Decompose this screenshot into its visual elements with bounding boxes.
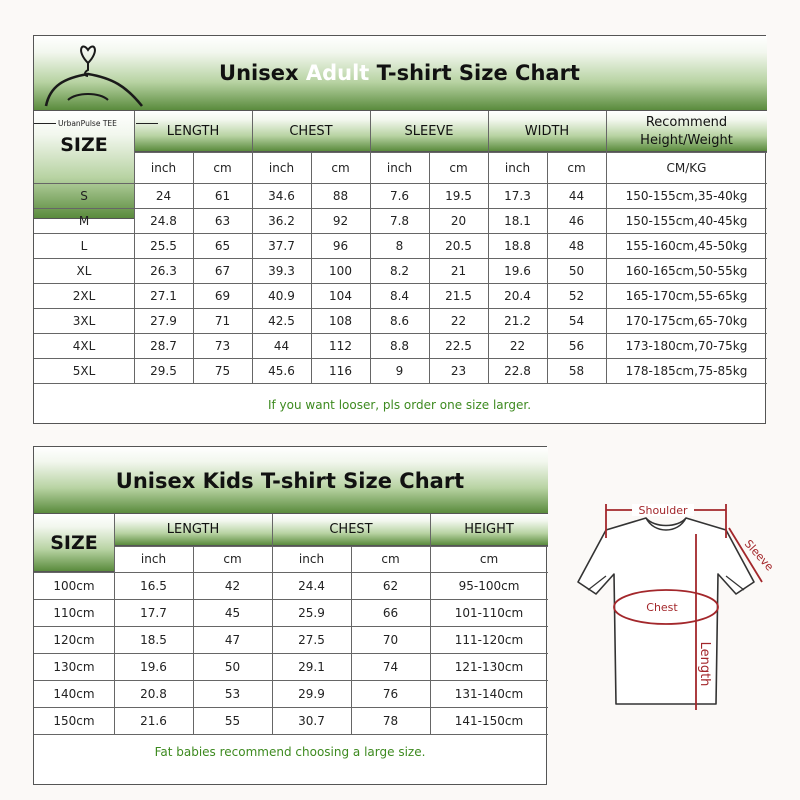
sleeve-label: Sleeve: [741, 537, 777, 574]
kids-size-label: 120cm: [53, 632, 95, 647]
adult-cell: 27.1: [150, 288, 177, 303]
adult-cell: 8: [395, 238, 404, 253]
adult-cell: 45.6: [268, 363, 295, 378]
adult-cell: 39.3: [268, 263, 295, 278]
adult-col-chest: CHEST: [289, 123, 333, 139]
shoulder-label: Shoulder: [638, 504, 688, 517]
kids-cell: 29.9: [298, 686, 325, 701]
adult-cell: 40.9: [268, 288, 295, 303]
kids-col-divider: [272, 514, 273, 734]
adult-cell: 20.5: [445, 238, 472, 253]
adult-cell: 24: [155, 188, 172, 203]
adult-cell: 44: [568, 188, 585, 203]
adult-cell: 8.4: [389, 288, 410, 303]
kids-cell: 16.5: [140, 578, 167, 593]
adult-cell: 52: [568, 288, 585, 303]
adult-size-label: 3XL: [72, 313, 96, 328]
adult-cell: 96: [332, 238, 349, 253]
kids-cell: 25.9: [298, 605, 325, 620]
adult-cell: 18.8: [504, 238, 531, 253]
adult-cell: 42.5: [268, 313, 295, 328]
adult-size-header: SIZE: [60, 134, 108, 157]
adult-cell: 22: [450, 313, 467, 328]
adult-subcol-divider: [429, 152, 430, 383]
kids-row-rule: [34, 572, 548, 573]
brand-name: UrbanPulse TEE: [58, 119, 117, 128]
kids-row-rule: [34, 599, 548, 600]
kids-cell: 19.6: [140, 659, 167, 674]
kids-size-label: 130cm: [53, 659, 95, 674]
kids-col-length: LENGTH: [166, 522, 220, 538]
adult-footer-note: If you want looser, pls order one size larger.: [267, 398, 532, 412]
adult-cell: 29.5: [150, 363, 177, 378]
adult-cell: 23: [450, 363, 467, 378]
adult-cell: 19.6: [504, 263, 531, 278]
kids-cell: 111-120cm: [454, 632, 524, 647]
adult-cell: 58: [568, 363, 585, 378]
adult-cell: 150-155cm,40-45kg: [625, 213, 748, 228]
adult-cell: 21.2: [504, 313, 531, 328]
kids-cell: 18.5: [140, 632, 167, 647]
adult-cell: 112: [329, 338, 352, 353]
adult-cell: 73: [214, 338, 231, 353]
kids-col-divider: [114, 514, 115, 734]
kids-cell: 131-140cm: [454, 686, 524, 701]
adult-size-label: 4XL: [72, 338, 96, 353]
adult-cell: 165-170cm,55-65kg: [625, 288, 748, 303]
adult-unit-7: cm: [567, 160, 586, 175]
length-label: Length: [697, 641, 712, 687]
adult-size-label: XL: [76, 263, 92, 278]
adult-cell: 67: [214, 263, 231, 278]
adult-row-rule: [34, 208, 767, 209]
adult-row-rule: [34, 283, 767, 284]
kids-cell: 78: [382, 713, 399, 728]
adult-cell: 22: [509, 338, 526, 353]
kids-size-label: 100cm: [53, 578, 95, 593]
adult-cell: 27.9: [150, 313, 177, 328]
kids-chart-title: Unisex Kids T-shirt Size Chart: [115, 469, 465, 493]
adult-cell: 21: [450, 263, 467, 278]
tshirt-measurement-diagram: [566, 504, 777, 718]
kids-unit-4: cm: [479, 552, 499, 566]
adult-unit-recommend: CM/KG: [666, 160, 707, 175]
adult-cell: 160-165cm,50-55kg: [625, 263, 748, 278]
adult-size-label: M: [78, 213, 90, 228]
kids-cell: 141-150cm: [454, 713, 524, 728]
adult-cell: 44: [273, 338, 290, 353]
adult-cell: 22.8: [504, 363, 531, 378]
adult-subcol-divider: [193, 152, 194, 383]
adult-cell: 28.7: [150, 338, 177, 353]
adult-cell: 92: [332, 213, 349, 228]
adult-size-label: 2XL: [72, 288, 96, 303]
adult-row-rule: [34, 233, 767, 234]
kids-cell: 45: [224, 605, 241, 620]
kids-cell: 62: [382, 578, 399, 593]
adult-cell: 18.1: [504, 213, 531, 228]
kids-cell: 21.6: [140, 713, 167, 728]
adult-unit-3: cm: [331, 160, 350, 175]
adult-cell: 48: [568, 238, 585, 253]
kids-cell: 24.4: [298, 578, 325, 593]
kids-unit-3: cm: [381, 552, 400, 566]
adult-col-recommend: Recommend Height/Weight: [640, 114, 733, 148]
adult-header-rule: [134, 152, 767, 153]
adult-chart-title: Unisex Adult T-shirt Size Chart: [219, 61, 580, 85]
adult-cell: 9: [395, 363, 404, 378]
adult-row-rule: [34, 258, 767, 259]
adult-size-label: 5XL: [72, 363, 96, 378]
adult-cell: 8.8: [389, 338, 410, 353]
adult-unit-5: cm: [449, 160, 468, 175]
kids-unit-0: inch: [140, 552, 167, 566]
adult-cell: 173-180cm,70-75kg: [625, 338, 748, 353]
kids-size-label: 140cm: [53, 686, 95, 701]
kids-cell: 101-110cm: [454, 605, 524, 620]
adult-cell: 69: [214, 288, 231, 303]
adult-cell: 100: [329, 263, 352, 278]
kids-cell: 121-130cm: [454, 659, 524, 674]
kids-footer-note: Fat babies recommend choosing a large size.: [154, 745, 426, 759]
kids-row-rule: [34, 653, 548, 654]
kids-size-label: 110cm: [53, 605, 95, 620]
kids-cell: 70: [382, 632, 399, 647]
adult-cell: 22.5: [445, 338, 472, 353]
logo-rule-left: [34, 123, 56, 124]
kids-cell: 95-100cm: [458, 578, 520, 593]
kids-row-rule: [34, 707, 548, 708]
adult-cell: 20.4: [504, 288, 531, 303]
adult-cell: 88: [332, 188, 349, 203]
adult-unit-0: inch: [150, 160, 177, 175]
adult-col-length: LENGTH: [166, 123, 220, 139]
kids-cell: 74: [382, 659, 399, 674]
kids-cell: 17.7: [140, 605, 167, 620]
kids-cell: 29.1: [298, 659, 325, 674]
kids-row-rule: [34, 626, 548, 627]
kids-header-rule: [114, 546, 548, 547]
adult-cell: 21.5: [445, 288, 472, 303]
kids-subcol-divider: [193, 546, 194, 734]
adult-cell: 63: [214, 213, 231, 228]
kids-unit-2: inch: [298, 552, 325, 566]
adult-row-rule: [34, 183, 767, 184]
chest-label: Chest: [646, 601, 678, 614]
kids-cell: 30.7: [298, 713, 325, 728]
kids-cell: 66: [382, 605, 399, 620]
adult-cell: 104: [329, 288, 352, 303]
kids-subcol-divider: [351, 546, 352, 734]
adult-unit-6: inch: [504, 160, 531, 175]
kids-size-chart: [33, 446, 547, 785]
adult-cell: 46: [568, 213, 585, 228]
adult-unit-4: inch: [386, 160, 413, 175]
adult-cell: 36.2: [268, 213, 295, 228]
adult-cell: 24.8: [150, 213, 177, 228]
adult-cell: 20: [450, 213, 467, 228]
kids-cell: 42: [224, 578, 241, 593]
kids-size-label: 150cm: [53, 713, 95, 728]
adult-cell: 56: [568, 338, 585, 353]
adult-cell: 17.3: [504, 188, 531, 203]
adult-col-sleeve: SLEEVE: [404, 123, 454, 139]
adult-cell: 50: [568, 263, 585, 278]
adult-cell: 61: [214, 188, 231, 203]
adult-cell: 7.8: [389, 213, 410, 228]
adult-cell: 150-155cm,35-40kg: [625, 188, 748, 203]
adult-cell: 25.5: [150, 238, 177, 253]
adult-cell: 8.6: [389, 313, 410, 328]
adult-cell: 26.3: [150, 263, 177, 278]
kids-cell: 55: [224, 713, 241, 728]
kids-unit-1: cm: [223, 552, 242, 566]
adult-unit-1: cm: [213, 160, 232, 175]
adult-cell: 155-160cm,45-50kg: [625, 238, 748, 253]
kids-col-chest: CHEST: [329, 522, 373, 538]
kids-cell: 50: [224, 659, 241, 674]
adult-cell: 170-175cm,65-70kg: [625, 313, 748, 328]
adult-cell: 19.5: [445, 188, 472, 203]
adult-cell: 75: [214, 363, 231, 378]
adult-row-rule: [34, 358, 767, 359]
adult-cell: 54: [568, 313, 585, 328]
adult-row-rule: [34, 308, 767, 309]
adult-subcol-divider: [547, 152, 548, 383]
adult-cell: 65: [214, 238, 231, 253]
adult-row-rule: [34, 383, 767, 384]
kids-row-rule: [34, 680, 548, 681]
kids-size-header: SIZE: [50, 532, 98, 555]
kids-cell: 47: [224, 632, 241, 647]
adult-col-width: WIDTH: [524, 123, 570, 139]
adult-cell: 108: [329, 313, 352, 328]
kids-cell: 20.8: [140, 686, 167, 701]
kids-cell: 53: [224, 686, 241, 701]
kids-cell: 76: [382, 686, 399, 701]
adult-subcol-divider: [311, 152, 312, 383]
adult-cell: 178-185cm,75-85kg: [625, 363, 748, 378]
adult-size-label: L: [80, 238, 88, 253]
adult-cell: 34.6: [268, 188, 295, 203]
kids-row-rule: [34, 734, 548, 735]
kids-cell: 27.5: [298, 632, 325, 647]
adult-size-chart: [33, 35, 766, 424]
adult-cell: 71: [214, 313, 231, 328]
adult-row-rule: [34, 333, 767, 334]
adult-cell: 8.2: [389, 263, 410, 278]
adult-cell: 37.7: [268, 238, 295, 253]
adult-size-label: S: [80, 188, 88, 203]
kids-col-divider: [430, 514, 431, 734]
kids-col-height: HEIGHT: [464, 522, 514, 538]
adult-cell: 7.6: [389, 188, 410, 203]
adult-unit-2: inch: [268, 160, 295, 175]
adult-cell: 116: [329, 363, 352, 378]
